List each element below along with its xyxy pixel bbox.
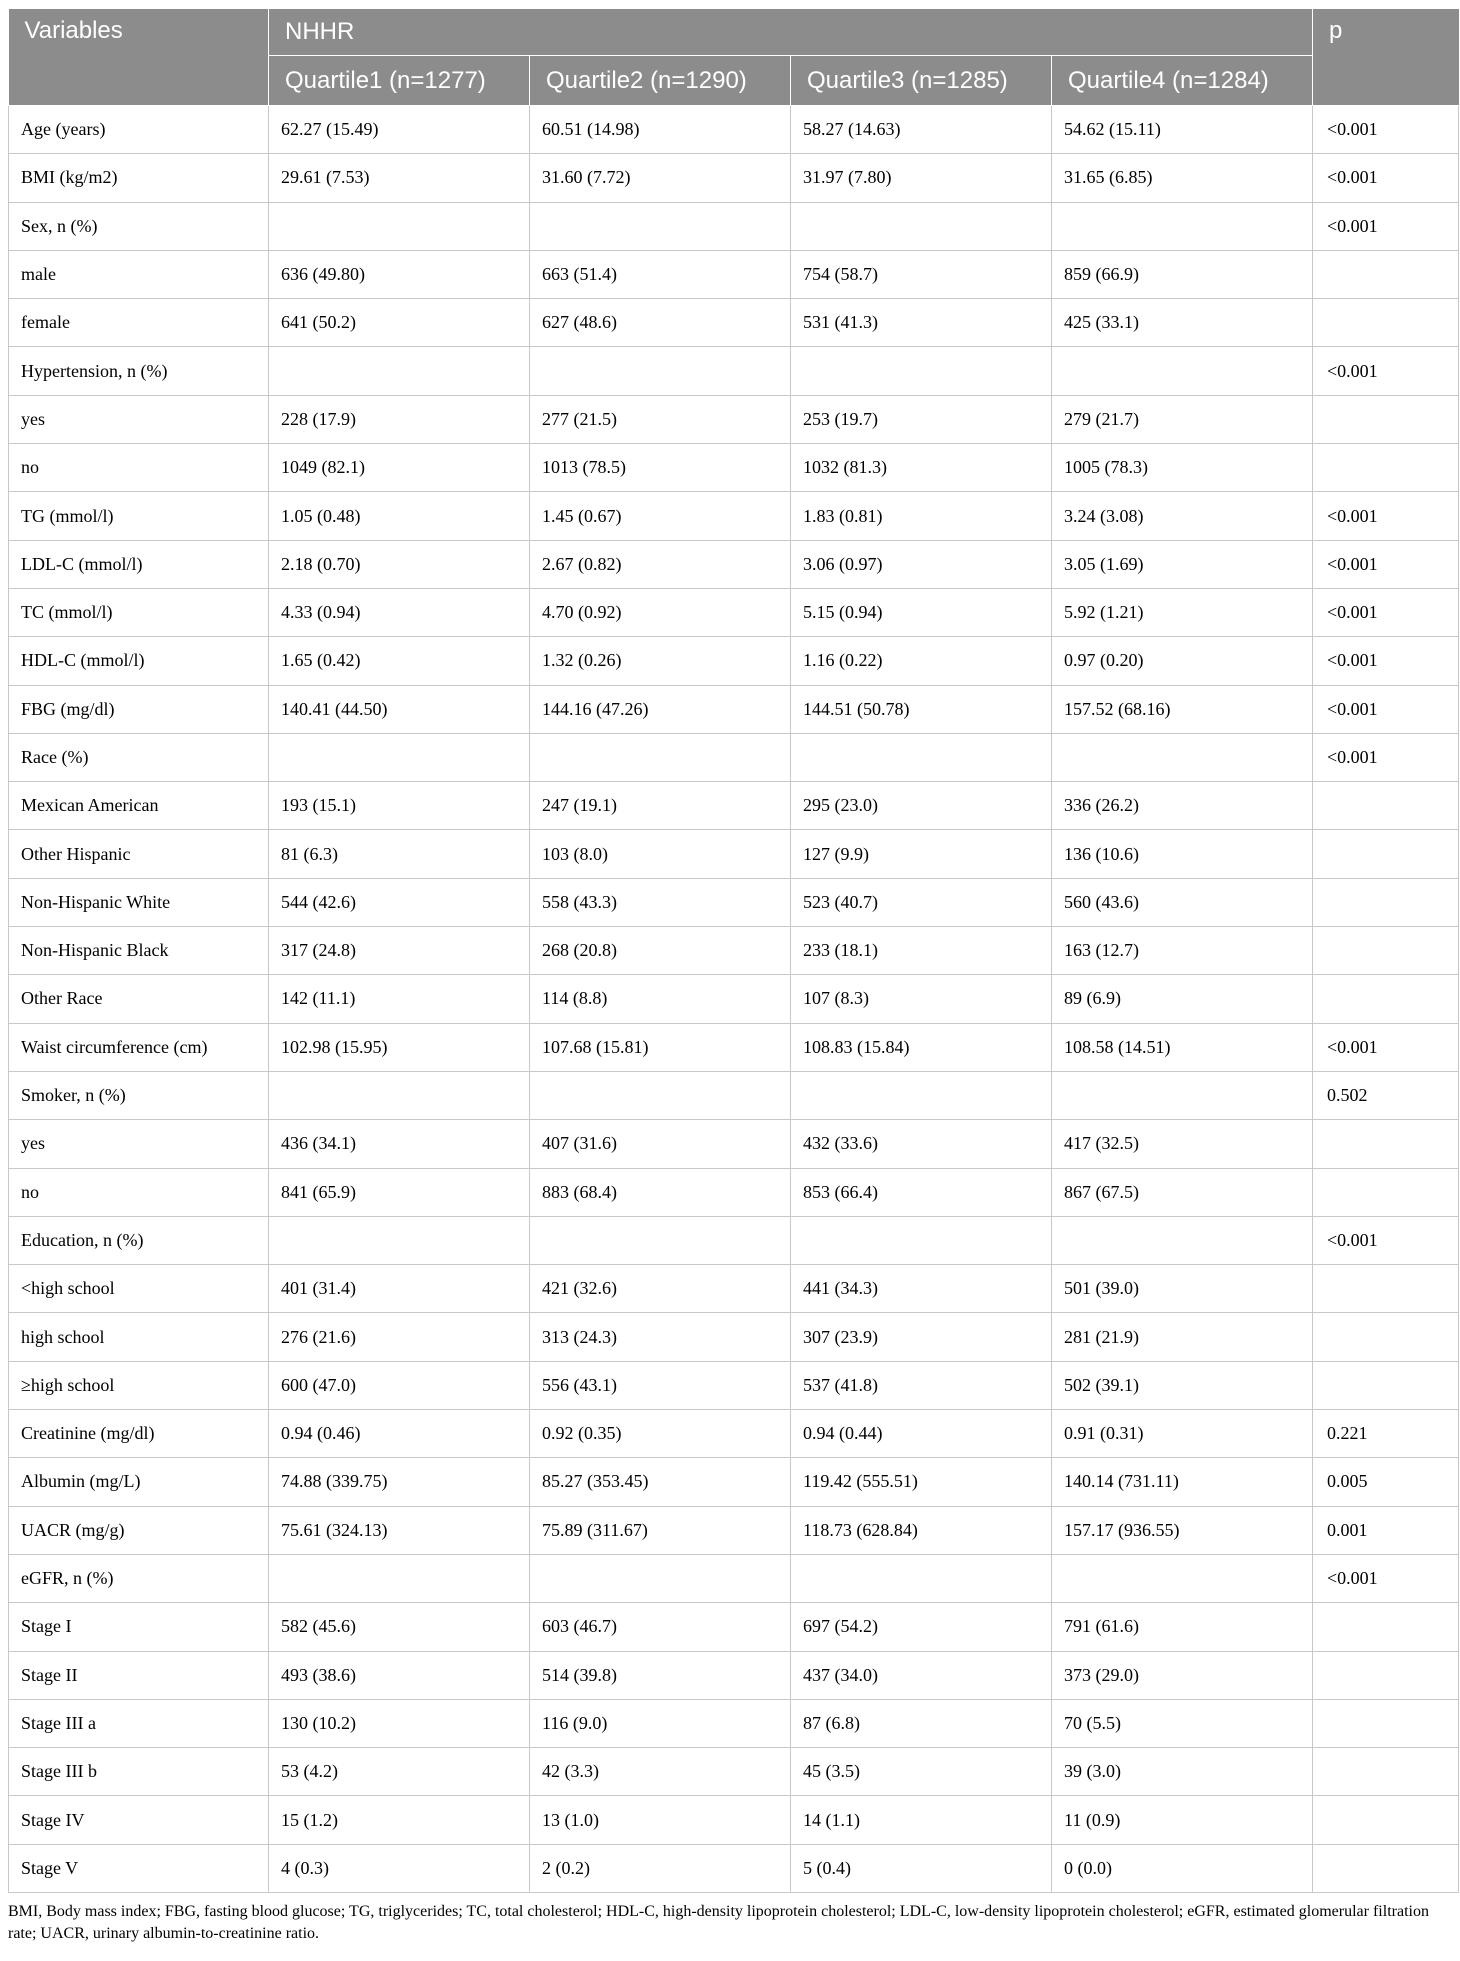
quartile3-cell	[791, 202, 1052, 250]
row-label: no	[9, 1168, 269, 1216]
quartile4-cell: 859 (66.9)	[1052, 250, 1313, 298]
table-row	[9, 1506, 1459, 1554]
p-value-cell	[1313, 1265, 1459, 1313]
quartile2-cell	[530, 347, 791, 395]
table-row	[9, 1265, 1459, 1313]
p-value-cell: <0.001	[1313, 637, 1459, 685]
quartile1-header: Quartile1 (n=1277)	[269, 56, 530, 106]
quartile4-cell: 157.17 (936.55)	[1052, 1506, 1313, 1554]
quartile4-cell: 39 (3.0)	[1052, 1748, 1313, 1796]
quartile1-cell: 493 (38.6)	[269, 1651, 530, 1699]
table-row	[9, 1023, 1459, 1071]
table-row	[9, 733, 1459, 781]
quartile3-cell	[791, 347, 1052, 395]
table-row	[9, 1361, 1459, 1409]
table-row	[9, 347, 1459, 395]
quartile2-cell: 421 (32.6)	[530, 1265, 791, 1313]
p-value-cell: <0.001	[1313, 540, 1459, 588]
quartile2-cell: 2 (0.2)	[530, 1844, 791, 1892]
quartile4-cell: 1005 (78.3)	[1052, 444, 1313, 492]
quartile2-cell: 663 (51.4)	[530, 250, 791, 298]
quartile2-cell: 116 (9.0)	[530, 1699, 791, 1747]
quartile4-cell: 3.24 (3.08)	[1052, 492, 1313, 540]
quartile4-cell: 108.58 (14.51)	[1052, 1023, 1313, 1071]
quartile4-cell: 157.52 (68.16)	[1052, 685, 1313, 733]
p-value-cell: <0.001	[1313, 154, 1459, 202]
quartile1-cell	[269, 1071, 530, 1119]
quartile4-cell: 0.97 (0.20)	[1052, 637, 1313, 685]
p-value-cell	[1313, 444, 1459, 492]
p-value-cell	[1313, 975, 1459, 1023]
table-row	[9, 154, 1459, 202]
quartile4-cell: 140.14 (731.11)	[1052, 1458, 1313, 1506]
table-row	[9, 1603, 1459, 1651]
quartile2-cell: 13 (1.0)	[530, 1796, 791, 1844]
row-label: Other Race	[9, 975, 269, 1023]
quartile3-cell: 108.83 (15.84)	[791, 1023, 1052, 1071]
quartile2-cell: 2.67 (0.82)	[530, 540, 791, 588]
table-row	[9, 1651, 1459, 1699]
quartile1-cell: 15 (1.2)	[269, 1796, 530, 1844]
quartile2-cell: 514 (39.8)	[530, 1651, 791, 1699]
quartile3-cell: 31.97 (7.80)	[791, 154, 1052, 202]
row-label: Hypertension, n (%)	[9, 347, 269, 395]
table-row	[9, 1120, 1459, 1168]
row-label: Creatinine (mg/dl)	[9, 1410, 269, 1458]
table-row	[9, 685, 1459, 733]
quartile4-cell: 867 (67.5)	[1052, 1168, 1313, 1216]
table-row	[9, 444, 1459, 492]
p-value-cell	[1313, 1603, 1459, 1651]
quartile1-cell: 401 (31.4)	[269, 1265, 530, 1313]
quartile3-cell: 119.42 (555.51)	[791, 1458, 1052, 1506]
row-label: yes	[9, 395, 269, 443]
row-label: Non-Hispanic White	[9, 878, 269, 926]
row-label: Age (years)	[9, 106, 269, 154]
quartile1-cell: 1.05 (0.48)	[269, 492, 530, 540]
p-value-cell: 0.005	[1313, 1458, 1459, 1506]
quartile3-cell	[791, 1071, 1052, 1119]
p-value-cell	[1313, 1120, 1459, 1168]
row-label: Stage IV	[9, 1796, 269, 1844]
quartile1-cell: 53 (4.2)	[269, 1748, 530, 1796]
row-label: no	[9, 444, 269, 492]
quartile4-cell: 3.05 (1.69)	[1052, 540, 1313, 588]
quartile3-cell: 233 (18.1)	[791, 927, 1052, 975]
p-value-cell	[1313, 299, 1459, 347]
row-label: <high school	[9, 1265, 269, 1313]
quartile1-cell	[269, 1216, 530, 1264]
table-row	[9, 202, 1459, 250]
quartile1-cell: 29.61 (7.53)	[269, 154, 530, 202]
quartile4-cell: 70 (5.5)	[1052, 1699, 1313, 1747]
table-row	[9, 299, 1459, 347]
table-header	[9, 9, 1459, 106]
quartile1-cell: 142 (11.1)	[269, 975, 530, 1023]
quartile2-cell: 1013 (78.5)	[530, 444, 791, 492]
quartile1-cell: 4 (0.3)	[269, 1844, 530, 1892]
quartile2-cell	[530, 1071, 791, 1119]
row-label: eGFR, n (%)	[9, 1554, 269, 1602]
quartile1-cell: 74.88 (339.75)	[269, 1458, 530, 1506]
quartile3-cell: 1.16 (0.22)	[791, 637, 1052, 685]
quartile4-cell: 0.91 (0.31)	[1052, 1410, 1313, 1458]
p-value-cell: 0.221	[1313, 1410, 1459, 1458]
p-value-cell	[1313, 1651, 1459, 1699]
quartile3-cell: 45 (3.5)	[791, 1748, 1052, 1796]
quartile3-cell: 295 (23.0)	[791, 782, 1052, 830]
quartile4-cell	[1052, 1554, 1313, 1602]
quartile4-cell	[1052, 202, 1313, 250]
quartile4-cell	[1052, 733, 1313, 781]
quartile1-cell: 140.41 (44.50)	[269, 685, 530, 733]
p-value-cell	[1313, 927, 1459, 975]
table-row	[9, 1699, 1459, 1747]
p-value-cell	[1313, 878, 1459, 926]
row-label: Non-Hispanic Black	[9, 927, 269, 975]
table-row	[9, 975, 1459, 1023]
quartile1-cell: 636 (49.80)	[269, 250, 530, 298]
quartile3-cell: 441 (34.3)	[791, 1265, 1052, 1313]
quartile3-cell: 107 (8.3)	[791, 975, 1052, 1023]
row-label: Stage III b	[9, 1748, 269, 1796]
row-label: yes	[9, 1120, 269, 1168]
p-value-cell: <0.001	[1313, 685, 1459, 733]
row-label: Race (%)	[9, 733, 269, 781]
quartile3-cell: 0.94 (0.44)	[791, 1410, 1052, 1458]
p-header: p	[1313, 9, 1459, 106]
quartile4-cell: 425 (33.1)	[1052, 299, 1313, 347]
quartile3-cell: 523 (40.7)	[791, 878, 1052, 926]
quartile3-cell: 437 (34.0)	[791, 1651, 1052, 1699]
quartile3-cell: 87 (6.8)	[791, 1699, 1052, 1747]
quartile4-cell: 89 (6.9)	[1052, 975, 1313, 1023]
quartile3-cell: 5 (0.4)	[791, 1844, 1052, 1892]
quartile3-cell: 307 (23.9)	[791, 1313, 1052, 1361]
quartile1-cell: 1.65 (0.42)	[269, 637, 530, 685]
quartile1-cell: 193 (15.1)	[269, 782, 530, 830]
quartile4-cell: 417 (32.5)	[1052, 1120, 1313, 1168]
quartile4-cell: 279 (21.7)	[1052, 395, 1313, 443]
table-row	[9, 540, 1459, 588]
table-row	[9, 1071, 1459, 1119]
quartile4-cell: 501 (39.0)	[1052, 1265, 1313, 1313]
table-row	[9, 1216, 1459, 1264]
quartile2-cell: 556 (43.1)	[530, 1361, 791, 1409]
row-label: FBG (mg/dl)	[9, 685, 269, 733]
quartile3-cell: 253 (19.7)	[791, 395, 1052, 443]
row-label: Sex, n (%)	[9, 202, 269, 250]
quartile1-cell: 544 (42.6)	[269, 878, 530, 926]
quartile3-cell: 118.73 (628.84)	[791, 1506, 1052, 1554]
p-value-cell	[1313, 250, 1459, 298]
table-row	[9, 1796, 1459, 1844]
baseline-characteristics-table	[8, 8, 1459, 1893]
quartile4-header: Quartile4 (n=1284)	[1052, 56, 1313, 106]
row-label: female	[9, 299, 269, 347]
row-label: Waist circumference (cm)	[9, 1023, 269, 1071]
row-label: Stage I	[9, 1603, 269, 1651]
quartile2-cell: 883 (68.4)	[530, 1168, 791, 1216]
quartile2-cell: 60.51 (14.98)	[530, 106, 791, 154]
quartile1-cell: 600 (47.0)	[269, 1361, 530, 1409]
quartile3-cell: 1032 (81.3)	[791, 444, 1052, 492]
p-value-cell	[1313, 1748, 1459, 1796]
quartile1-cell	[269, 733, 530, 781]
quartile2-cell: 4.70 (0.92)	[530, 588, 791, 636]
quartile1-cell: 317 (24.8)	[269, 927, 530, 975]
quartile4-cell: 502 (39.1)	[1052, 1361, 1313, 1409]
quartile4-cell	[1052, 1216, 1313, 1264]
quartile4-cell: 31.65 (6.85)	[1052, 154, 1313, 202]
p-value-cell	[1313, 1313, 1459, 1361]
table-row	[9, 1410, 1459, 1458]
table-row	[9, 588, 1459, 636]
p-value-cell: 0.502	[1313, 1071, 1459, 1119]
p-value-cell	[1313, 1699, 1459, 1747]
quartile3-cell: 853 (66.4)	[791, 1168, 1052, 1216]
p-value-cell: <0.001	[1313, 1216, 1459, 1264]
quartile2-cell: 85.27 (353.45)	[530, 1458, 791, 1506]
quartile2-cell: 0.92 (0.35)	[530, 1410, 791, 1458]
quartile3-cell: 432 (33.6)	[791, 1120, 1052, 1168]
quartile3-cell: 3.06 (0.97)	[791, 540, 1052, 588]
quartile4-cell: 336 (26.2)	[1052, 782, 1313, 830]
quartile1-cell: 641 (50.2)	[269, 299, 530, 347]
quartile3-cell: 14 (1.1)	[791, 1796, 1052, 1844]
quartile2-cell	[530, 1554, 791, 1602]
quartile2-cell: 247 (19.1)	[530, 782, 791, 830]
table-footnote: BMI, Body mass index; FBG, fasting blood glucose; TG, triglycerides; TC, total cholesterol; HDL-C, high-density lipoprotein cholesterol; LDL-C, low-density lipoprotein cholesterol; eGFR, estimated glomerular filtration rate; UACR, urinary albumin-to-creatinine ratio.	[8, 1902, 1429, 1942]
row-label: Other Hispanic	[9, 830, 269, 878]
quartile4-cell: 5.92 (1.21)	[1052, 588, 1313, 636]
table-row	[9, 878, 1459, 926]
row-label: LDL-C (mmol/l)	[9, 540, 269, 588]
table-row	[9, 106, 1459, 154]
p-value-cell	[1313, 1796, 1459, 1844]
quartile1-cell: 75.61 (324.13)	[269, 1506, 530, 1554]
quartile4-cell: 163 (12.7)	[1052, 927, 1313, 975]
quartile1-cell	[269, 202, 530, 250]
quartile2-cell	[530, 733, 791, 781]
quartile3-cell: 58.27 (14.63)	[791, 106, 1052, 154]
row-label: Albumin (mg/L)	[9, 1458, 269, 1506]
quartile3-cell: 127 (9.9)	[791, 830, 1052, 878]
quartile3-cell: 531 (41.3)	[791, 299, 1052, 347]
table-row	[9, 492, 1459, 540]
quartile2-cell: 42 (3.3)	[530, 1748, 791, 1796]
row-label: Education, n (%)	[9, 1216, 269, 1264]
quartile2-cell: 1.32 (0.26)	[530, 637, 791, 685]
p-value-cell: 0.001	[1313, 1506, 1459, 1554]
p-value-cell	[1313, 830, 1459, 878]
table-row	[9, 927, 1459, 975]
table-row	[9, 1748, 1459, 1796]
table-container	[8, 8, 1458, 1945]
row-label: male	[9, 250, 269, 298]
quartile2-cell	[530, 1216, 791, 1264]
row-label: Stage V	[9, 1844, 269, 1892]
p-value-cell: <0.001	[1313, 202, 1459, 250]
quartile1-cell: 1049 (82.1)	[269, 444, 530, 492]
variables-header: Variables	[9, 9, 269, 106]
quartile3-cell: 5.15 (0.94)	[791, 588, 1052, 636]
quartile2-cell: 277 (21.5)	[530, 395, 791, 443]
quartile3-cell: 1.83 (0.81)	[791, 492, 1052, 540]
quartile2-cell: 103 (8.0)	[530, 830, 791, 878]
quartile2-cell: 75.89 (311.67)	[530, 1506, 791, 1554]
quartile1-cell	[269, 347, 530, 395]
quartile2-cell: 144.16 (47.26)	[530, 685, 791, 733]
p-value-cell	[1313, 782, 1459, 830]
p-value-cell	[1313, 1361, 1459, 1409]
quartile4-cell	[1052, 347, 1313, 395]
quartile4-cell: 791 (61.6)	[1052, 1603, 1313, 1651]
quartile4-cell: 281 (21.9)	[1052, 1313, 1313, 1361]
quartile1-cell: 436 (34.1)	[269, 1120, 530, 1168]
quartile3-cell: 537 (41.8)	[791, 1361, 1052, 1409]
quartile4-cell: 11 (0.9)	[1052, 1796, 1313, 1844]
quartile1-cell: 4.33 (0.94)	[269, 588, 530, 636]
nhhr-group-header: NHHR	[269, 9, 1313, 56]
quartile2-cell: 558 (43.3)	[530, 878, 791, 926]
quartile2-cell: 114 (8.8)	[530, 975, 791, 1023]
row-label: HDL-C (mmol/l)	[9, 637, 269, 685]
table-row	[9, 1554, 1459, 1602]
quartile4-cell: 560 (43.6)	[1052, 878, 1313, 926]
quartile2-cell: 31.60 (7.72)	[530, 154, 791, 202]
table-row	[9, 830, 1459, 878]
row-label: Stage III a	[9, 1699, 269, 1747]
table-row	[9, 1844, 1459, 1892]
quartile3-cell: 144.51 (50.78)	[791, 685, 1052, 733]
row-label: ≥high school	[9, 1361, 269, 1409]
quartile2-cell: 603 (46.7)	[530, 1603, 791, 1651]
p-value-cell	[1313, 395, 1459, 443]
quartile1-cell: 228 (17.9)	[269, 395, 530, 443]
table-row	[9, 1313, 1459, 1361]
table-row	[9, 782, 1459, 830]
quartile3-cell: 754 (58.7)	[791, 250, 1052, 298]
quartile2-header: Quartile2 (n=1290)	[530, 56, 791, 106]
row-label: BMI (kg/m2)	[9, 154, 269, 202]
quartile1-cell: 62.27 (15.49)	[269, 106, 530, 154]
table-row	[9, 637, 1459, 685]
row-label: Stage II	[9, 1651, 269, 1699]
quartile2-cell	[530, 202, 791, 250]
p-value-cell: <0.001	[1313, 1554, 1459, 1602]
p-value-cell: <0.001	[1313, 733, 1459, 781]
quartile3-cell	[791, 1554, 1052, 1602]
table-row	[9, 395, 1459, 443]
p-value-cell: <0.001	[1313, 492, 1459, 540]
quartile2-cell: 107.68 (15.81)	[530, 1023, 791, 1071]
quartile2-cell: 1.45 (0.67)	[530, 492, 791, 540]
quartile1-cell	[269, 1554, 530, 1602]
p-value-cell: <0.001	[1313, 588, 1459, 636]
row-label: Mexican American	[9, 782, 269, 830]
quartile1-cell: 102.98 (15.95)	[269, 1023, 530, 1071]
quartile4-cell: 373 (29.0)	[1052, 1651, 1313, 1699]
quartile4-cell	[1052, 1071, 1313, 1119]
row-label: TG (mmol/l)	[9, 492, 269, 540]
quartile4-cell: 0 (0.0)	[1052, 1844, 1313, 1892]
table-body	[9, 106, 1459, 1893]
quartile1-cell: 81 (6.3)	[269, 830, 530, 878]
table-row	[9, 1458, 1459, 1506]
p-value-cell: <0.001	[1313, 1023, 1459, 1071]
quartile2-cell: 313 (24.3)	[530, 1313, 791, 1361]
quartile3-cell	[791, 733, 1052, 781]
row-label: TC (mmol/l)	[9, 588, 269, 636]
quartile3-header: Quartile3 (n=1285)	[791, 56, 1052, 106]
row-label: high school	[9, 1313, 269, 1361]
quartile1-cell: 582 (45.6)	[269, 1603, 530, 1651]
quartile2-cell: 407 (31.6)	[530, 1120, 791, 1168]
quartile1-cell: 276 (21.6)	[269, 1313, 530, 1361]
p-value-cell	[1313, 1844, 1459, 1892]
table-row	[9, 1168, 1459, 1216]
quartile4-cell: 136 (10.6)	[1052, 830, 1313, 878]
p-value-cell: <0.001	[1313, 106, 1459, 154]
quartile4-cell: 54.62 (15.11)	[1052, 106, 1313, 154]
quartile3-cell	[791, 1216, 1052, 1264]
quartile1-cell: 130 (10.2)	[269, 1699, 530, 1747]
quartile1-cell: 2.18 (0.70)	[269, 540, 530, 588]
p-value-cell: <0.001	[1313, 347, 1459, 395]
quartile2-cell: 268 (20.8)	[530, 927, 791, 975]
row-label: UACR (mg/g)	[9, 1506, 269, 1554]
quartile1-cell: 841 (65.9)	[269, 1168, 530, 1216]
p-value-cell	[1313, 1168, 1459, 1216]
table-row	[9, 250, 1459, 298]
quartile2-cell: 627 (48.6)	[530, 299, 791, 347]
quartile1-cell: 0.94 (0.46)	[269, 1410, 530, 1458]
row-label: Smoker, n (%)	[9, 1071, 269, 1119]
quartile3-cell: 697 (54.2)	[791, 1603, 1052, 1651]
